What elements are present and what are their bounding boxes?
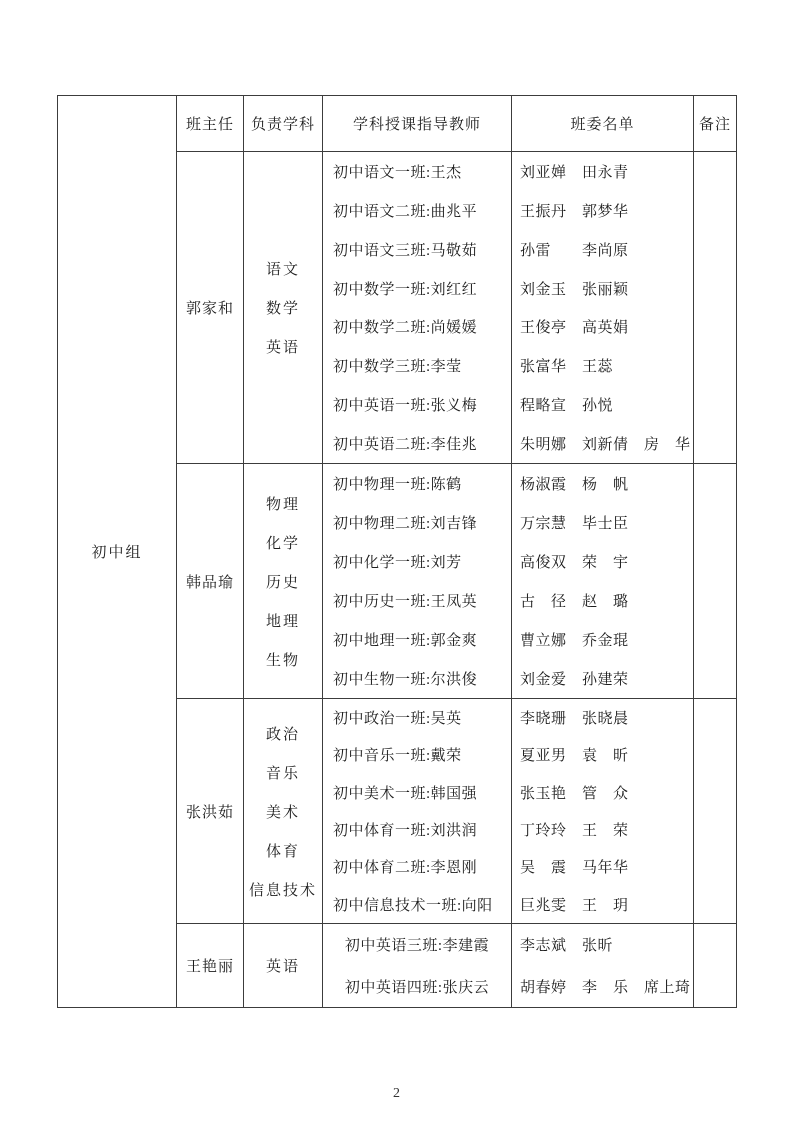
class-assignment-line: 初中历史一班:王凤英 (333, 594, 478, 610)
class-teacher-name: 韩品瑜 (177, 464, 244, 698)
committee-line: 曹立娜 乔金琨 (520, 633, 629, 649)
page-number: 2 (393, 1086, 400, 1101)
class-assignment-line: 初中英语一班:张义梅 (333, 398, 478, 415)
section-row (177, 924, 736, 1007)
sections-container (177, 152, 736, 1007)
remark-cell (694, 699, 736, 923)
committee-cell (512, 699, 694, 923)
committee-line: 胡春婷 李 乐 席上琦 (520, 979, 691, 996)
subject-line: 美术 (265, 804, 300, 821)
subject-line: 地理 (265, 613, 300, 630)
header-instructors: 学科授课指导教师 (323, 96, 512, 151)
committee-line: 张富华 王蕊 (520, 359, 614, 376)
class-assignment-line: 初中物理一班:陈鹤 (333, 477, 462, 493)
class-assignment-line: 初中政治一班:吴英 (333, 711, 462, 728)
assignments-cell (323, 699, 512, 923)
committee-line: 丁玲玲 王 荣 (520, 823, 629, 840)
header-class-teacher: 班主任 (177, 96, 244, 151)
committee-line: 张玉艳 管 众 (520, 785, 629, 802)
subject-line: 政治 (265, 726, 300, 743)
class-teacher-name: 张洪茹 (177, 699, 244, 923)
class-assignment-line: 初中语文三班:马敬茹 (333, 242, 478, 259)
committee-line: 古 径 赵 璐 (520, 594, 629, 610)
subjects-cell (244, 152, 323, 463)
class-assignment-line: 初中数学二班:尚媛媛 (333, 320, 478, 337)
committee-line: 李志斌 张昕 (520, 938, 614, 955)
class-assignment-line: 初中音乐一班:戴荣 (333, 748, 462, 765)
committee-cell (512, 464, 694, 698)
remark-cell (694, 464, 736, 698)
committee-line: 孙雷 李尚原 (520, 242, 629, 259)
group-label: 初中组 (91, 545, 143, 561)
subject-line: 英语 (265, 340, 300, 356)
committee-line: 程略宣 孙悦 (520, 398, 614, 415)
class-teacher-name: 王艳丽 (177, 924, 244, 1007)
subject-line: 历史 (265, 574, 300, 591)
header-remark: 备注 (698, 117, 731, 133)
header-subjects: 负责学科 (244, 96, 323, 151)
assignments-cell (323, 464, 512, 698)
class-assignment-line: 初中地理一班:郭金爽 (333, 633, 478, 649)
class-assignment-line: 初中英语三班:李建霞 (344, 938, 490, 955)
subject-line: 体育 (265, 843, 300, 860)
committee-line: 吴 震 马年华 (520, 860, 629, 877)
section-row (177, 152, 736, 464)
class-assignment-line: 初中数学三班:李莹 (333, 359, 462, 376)
table-right-part (177, 96, 736, 1007)
class-assignment-line: 初中语文一班:王杰 (333, 164, 462, 181)
committee-line: 朱明娜 刘新倩 房 华 (520, 437, 691, 454)
subject-line: 数学 (265, 301, 300, 317)
class-assignment-table (57, 95, 737, 1008)
subject-line: 语文 (265, 262, 300, 278)
subject-line: 物理 (265, 496, 300, 513)
class-assignment-line: 初中体育一班:刘洪润 (333, 823, 478, 840)
assignments-cell (323, 924, 512, 1007)
committee-line: 万宗慧 毕士臣 (520, 516, 629, 532)
subject-line: 化学 (265, 535, 300, 552)
class-assignment-line: 初中美术一班:韩国强 (333, 785, 478, 802)
class-assignment-line: 初中物理二班:刘吉锋 (333, 516, 478, 532)
class-assignment-line: 初中数学一班:刘红红 (333, 281, 478, 298)
subject-line: 音乐 (265, 765, 300, 782)
class-assignment-line: 初中化学一班:刘芳 (333, 555, 462, 571)
section-row (177, 699, 736, 924)
class-assignment-line: 初中英语二班:李佳兆 (333, 437, 478, 454)
header-committee: 班委名单 (512, 96, 694, 151)
subjects-cell (244, 924, 323, 1007)
committee-line: 高俊双 荣 宇 (520, 555, 629, 571)
committee-line: 巨兆雯 王 玥 (520, 897, 629, 914)
committee-cell (512, 152, 694, 463)
class-assignment-line: 初中体育二班:李恩刚 (333, 860, 478, 877)
subject-line: 生物 (265, 652, 300, 669)
committee-line: 王振丹 郭梦华 (520, 203, 629, 220)
class-assignment-line: 初中信息技术一班:向阳 (333, 897, 493, 914)
committee-line: 王俊亭 高英娟 (520, 320, 629, 337)
committee-line: 刘金玉 张丽颖 (520, 281, 629, 298)
section-row (177, 464, 736, 699)
subjects-cell (244, 699, 323, 923)
class-assignment-line: 初中语文二班:曲兆平 (333, 203, 478, 220)
committee-line: 刘金爱 孙建荣 (520, 672, 629, 688)
subject-line: 英语 (265, 959, 300, 975)
group-cell (58, 96, 177, 1007)
table-header-row (177, 96, 736, 152)
committee-line: 夏亚男 袁 昕 (520, 748, 629, 765)
remark-cell (694, 152, 736, 463)
remark-cell (694, 924, 736, 1007)
committee-line: 杨淑霞 杨 帆 (520, 477, 629, 493)
committee-cell (512, 924, 694, 1007)
assignments-cell (323, 152, 512, 463)
committee-line: 李晓珊 张晓晨 (520, 711, 629, 728)
class-teacher-name: 郭家和 (177, 152, 244, 463)
subjects-cell (244, 464, 323, 698)
class-assignment-line: 初中英语四班:张庆云 (344, 979, 490, 996)
committee-line: 刘亚婵 田永青 (520, 164, 629, 181)
subject-line: 信息技术 (248, 882, 317, 899)
class-assignment-line: 初中生物一班:尔洪俊 (333, 672, 478, 688)
